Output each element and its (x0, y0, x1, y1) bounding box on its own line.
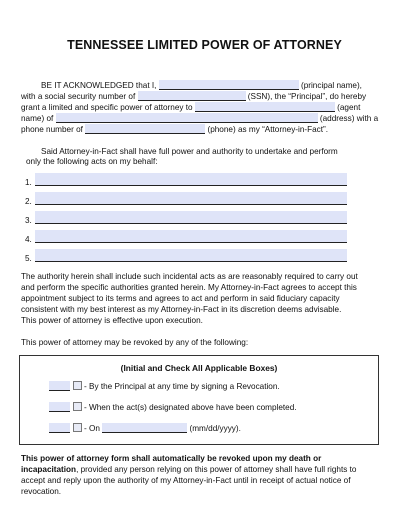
final-text: , provided any person relying on this power of attorney shall have full rights to (76, 465, 357, 474)
revoke-intro: This power of attorney may be revoked by any of the following: (21, 338, 249, 347)
intro-text: (phone) as my “Attorney-in-Fact”. (207, 125, 329, 134)
option-label: - When the act(s) designated above have been completed. (84, 403, 297, 412)
option-label: - On (84, 424, 100, 433)
act-field-4[interactable] (35, 230, 347, 243)
act-number: 5. (25, 254, 32, 263)
option-label: - By the Principal at any time by signing a Revocation. (84, 382, 280, 391)
act-number: 2. (25, 197, 32, 206)
incidental-line: and perform the specific authorities granted herein. My Attorney-in-Fact agrees to accept this (21, 283, 357, 292)
final-line-1: This power of attorney form shall automatically be revoked upon my death or (21, 454, 322, 463)
incidental-line: The authority herein shall include such incidental acts as are reasonably required to carry out (21, 272, 358, 281)
initials-field[interactable] (49, 402, 70, 412)
checkbox[interactable] (73, 423, 82, 432)
box-title: (Initial and Check All Applicable Boxes) (120, 363, 278, 373)
intro-text: (agent (337, 103, 361, 112)
intro-text: BE IT ACKNOWLEDGED that I, (41, 81, 157, 90)
intro-text: with a social security number of (21, 92, 136, 101)
act-field-2[interactable] (35, 192, 347, 205)
document-title: TENNESSEE LIMITED POWER OF ATTORNEY (67, 38, 342, 52)
initials-field[interactable] (49, 381, 70, 391)
act-field-5[interactable] (35, 249, 347, 262)
act-number: 4. (25, 235, 32, 244)
act-field-1[interactable] (35, 173, 347, 186)
ssn-field[interactable] (138, 91, 246, 101)
initials-field[interactable] (49, 423, 70, 433)
intro-text: (address) with a (319, 114, 379, 123)
final-bold-text: incapacitation (21, 465, 77, 474)
incidental-line: This power of attorney is effective upon execution. (21, 316, 203, 325)
intro-line-5 (21, 124, 328, 136)
date-format-label: (mm/dd/yyyy). (189, 424, 241, 433)
authority-line-1: Said Attorney-in-Fact shall have full power and authority to undertake and perform (41, 147, 338, 156)
revoke-option-2 (49, 402, 297, 412)
incidental-line: consistent with my best interest as my Attorney-in-Fact in its discretion deems advisable. (21, 305, 342, 314)
authority-line-2: only the following acts on my behalf: (26, 157, 158, 166)
final-line-4: revocation. (21, 487, 62, 496)
revocation-options-box (19, 355, 379, 445)
revocation-date-field[interactable] (102, 423, 187, 433)
act-number: 1. (25, 178, 32, 187)
checkbox[interactable] (73, 402, 82, 411)
agent-name-field[interactable] (195, 102, 335, 112)
intro-text: (principal name), (300, 81, 362, 90)
incidental-line: appointment subject to its terms and agrees to act and perform in said fiduciary capacity (21, 294, 340, 303)
agent-address-field[interactable] (56, 113, 318, 123)
intro-text: phone number of (21, 125, 83, 134)
act-number: 3. (25, 216, 32, 225)
intro-text: grant a limited and specific power of attorney to (21, 103, 193, 112)
final-line-2 (21, 465, 356, 476)
principal-name-field[interactable] (159, 80, 299, 90)
final-line-3: accept and reply upon the authority of my Attorney-in-Fact until in receipt of actual notice of (21, 476, 351, 485)
revoke-option-1 (49, 381, 280, 391)
agent-phone-field[interactable] (85, 124, 205, 134)
intro-text: (SSN), the “Principal”, do hereby (247, 92, 367, 101)
revoke-option-3 (49, 423, 241, 433)
checkbox[interactable] (73, 381, 82, 390)
act-field-3[interactable] (35, 211, 347, 224)
intro-text: name) of (21, 114, 54, 123)
